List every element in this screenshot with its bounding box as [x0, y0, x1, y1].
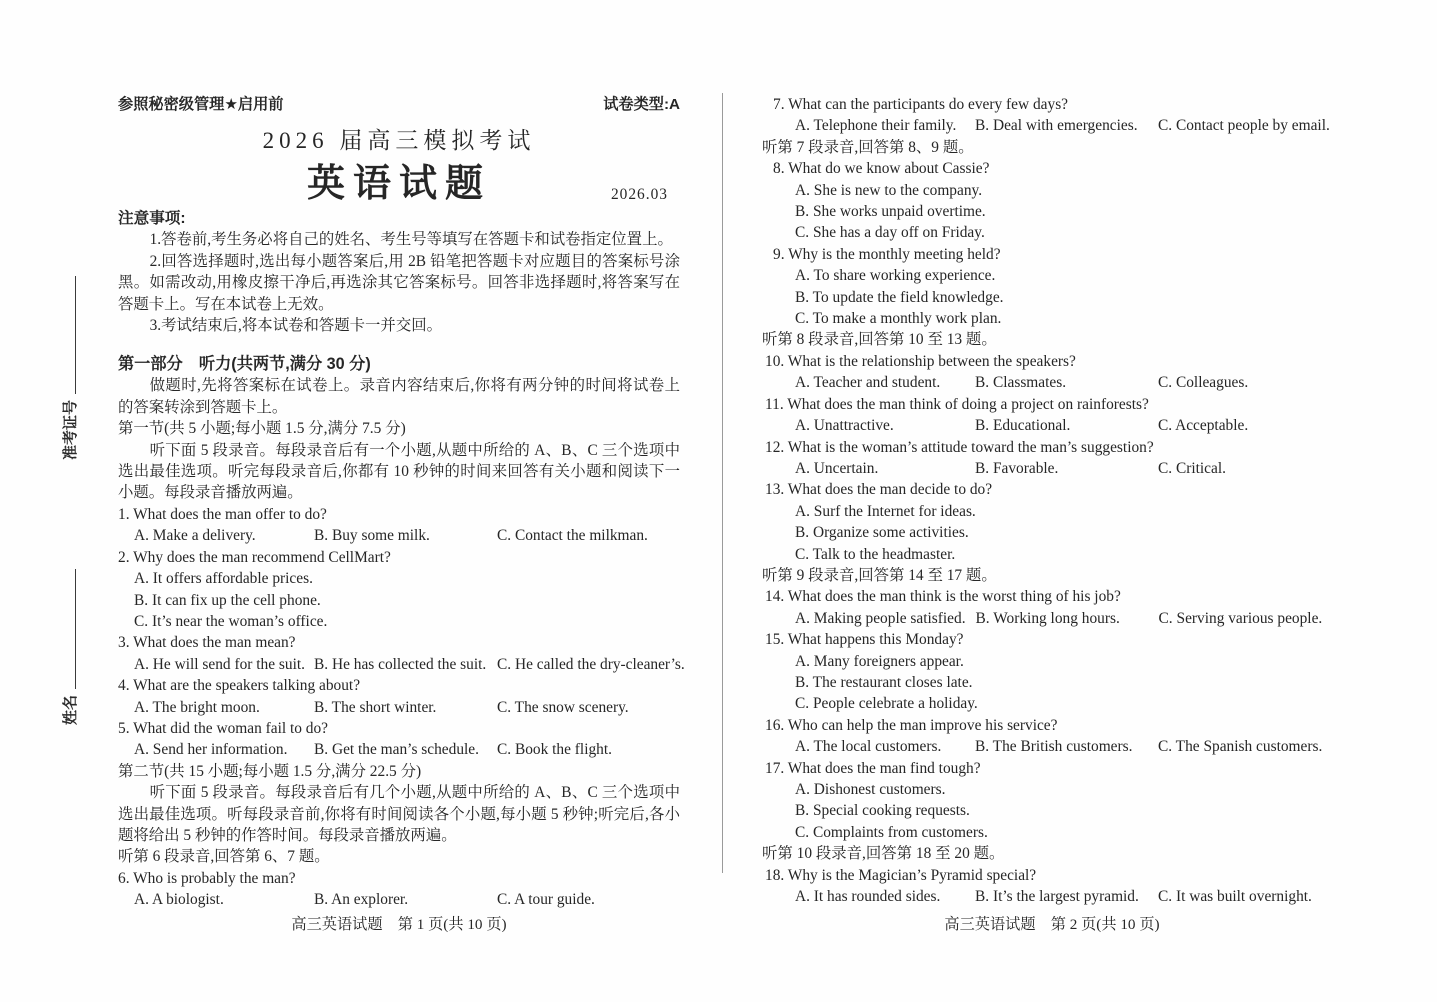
page2-footer: 高三英语试题 第 2 页(共 10 页) [944, 916, 1160, 933]
question-line: 14. What does the man think is the worst thing of his job? [765, 588, 1121, 606]
options-row [762, 115, 1342, 136]
option-line: B. Special cooking requests. [795, 802, 970, 820]
option-line: C. It’s near the woman’s office. [134, 612, 328, 630]
question-line: 7. What can the participants do every few days? [773, 96, 1069, 113]
option-cell: A. Uncertain. [795, 459, 879, 477]
question-line: 4. What are the speakers talking about? [118, 677, 361, 695]
page1-footer: 高三英语试题 第 1 页(共 10 页) [291, 916, 507, 933]
text-line: 听第 9 段录音,回答第 14 至 17 题。 [762, 566, 997, 584]
option-cell: C. The snow scenery. [497, 698, 629, 716]
options-row [118, 697, 680, 718]
option-line: C. Complaints from customers. [795, 823, 988, 841]
option-cell: C. Contact people by email. [1158, 117, 1330, 135]
option-line: A. To share working experience. [795, 267, 996, 285]
page-2 [762, 94, 1342, 1002]
option-cell: C. Contact the milkman. [497, 527, 648, 545]
option-line: B. It can fix up the cell phone. [134, 591, 321, 609]
options-row [762, 458, 1342, 479]
option-cell: B. Favorable. [975, 459, 1059, 477]
option-cell: A. Make a delivery. [134, 527, 256, 545]
text-line: 听第 6 段录音,回答第 6、7 题。 [118, 848, 330, 866]
option-cell: A. Send her information. [134, 741, 288, 759]
text-line: 第二节(共 15 小题;每小题 1.5 分,满分 22.5 分) [118, 762, 422, 780]
option-cell: A. Teacher and student. [795, 374, 941, 392]
question-line: 17. What does the man find tough? [765, 759, 981, 777]
question-line: 13. What does the man decide to do? [765, 481, 993, 499]
option-cell: A. It has rounded sides. [795, 888, 941, 906]
admission-number-line [75, 276, 76, 394]
question-line: 8. What do we know about Cassie? [773, 160, 990, 178]
option-cell: B. The short winter. [314, 698, 437, 716]
options-row [118, 889, 680, 910]
options-row [118, 739, 680, 760]
option-cell: C. It was built overnight. [1158, 888, 1312, 906]
page1-content-blocks [118, 353, 685, 910]
paper-type-label: 试卷类型:A [603, 96, 680, 113]
admission-number-field [56, 274, 80, 460]
notes-list [118, 229, 680, 336]
question-line: 9. Why is the monthly meeting held? [773, 245, 1001, 263]
options-row [762, 608, 1342, 629]
option-cell: A. Telephone their family. [795, 117, 957, 135]
option-cell: C. Colleagues. [1158, 374, 1249, 392]
option-line: C. She has a day off on Friday. [795, 224, 985, 242]
name-label: 姓名 [62, 694, 79, 725]
option-line: B. She works unpaid overtime. [795, 203, 986, 221]
option-cell: C. He called the dry-cleaner’s. [497, 655, 685, 673]
option-cell: C. The Spanish customers. [1158, 738, 1323, 756]
option-cell: B. Educational. [975, 417, 1071, 435]
option-cell: A. The bright moon. [134, 698, 260, 716]
page1-header-row [118, 94, 680, 116]
option-cell: A. He will send for the suit. [134, 655, 305, 673]
paragraph: 2.回答选择题时,选出每小题答案后,用 2B 铅笔把答题卡对应题目的答案标号涂黑。如需改动,用橡皮擦干净后,再选涂其它答案标号。回答非选择题时,将答案写在答题卡上。写在本试卷上无效。 [118, 252, 680, 313]
option-cell: A. The local customers. [795, 738, 942, 756]
admission-number-label: 准考证号 [62, 399, 79, 460]
name-field [56, 567, 80, 725]
options-row [118, 525, 680, 546]
question-line: 15. What happens this Monday? [765, 631, 964, 649]
option-line: A. Surf the Internet for ideas. [795, 502, 976, 520]
option-line: B. To update the field knowledge. [795, 288, 1004, 306]
page-1 [118, 94, 685, 1002]
question-line: 3. What does the man mean? [118, 634, 296, 652]
exam-session-title: 2026 届高三模拟考试 [262, 128, 536, 153]
option-cell: C. Acceptable. [1158, 417, 1249, 435]
notes-heading: 注意事项: [118, 210, 186, 227]
question-line: 6. Who is probably the man? [118, 869, 296, 887]
option-cell: B. Classmates. [975, 374, 1067, 392]
option-cell: C. A tour guide. [497, 891, 595, 909]
options-row [118, 654, 685, 675]
page-divider-rule [722, 93, 723, 873]
paragraph: 听下面 5 段录音。每段录音后有一个小题,从题中所给的 A、B、C 三个选项中选出最佳选项。听完每段录音后,你都有 10 秒钟的时间来回答有关小题和阅读下一小题。每段录音播放两遍。 [118, 441, 680, 502]
text-line: 听第 8 段录音,回答第 10 至 13 题。 [762, 331, 997, 349]
option-cell: B. Buy some milk. [314, 527, 430, 545]
options-row [762, 886, 1342, 907]
option-cell: B. He has collected the suit. [314, 655, 487, 673]
option-cell: B. Deal with emergencies. [975, 117, 1138, 135]
text-line: 听第 10 段录音,回答第 18 至 20 题。 [762, 845, 1005, 863]
option-cell: C. Critical. [1158, 459, 1226, 477]
question-line: 5. What did the woman fail to do? [118, 719, 329, 737]
name-line [75, 569, 76, 689]
options-row [762, 736, 1342, 757]
option-cell: B. It’s the largest pyramid. [975, 888, 1139, 906]
question-line: 1. What does the man offer to do? [118, 505, 327, 523]
question-line: 16. Who can help the man improve his service? [765, 716, 1058, 734]
option-line: A. Many foreigners appear. [795, 652, 964, 670]
option-line: A. She is new to the company. [795, 181, 983, 199]
question-line: 10. What is the relationship between the speakers? [765, 352, 1076, 370]
subject-title: 英语试题 [306, 163, 491, 205]
text-line: 第一节(共 5 小题;每小题 1.5 分,满分 7.5 分) [118, 420, 406, 438]
paragraph: 听下面 5 段录音。每段录音后有几个小题,从题中所给的 A、B、C 三个选项中选出最佳选项。听每段录音前,你将有时间阅读各个小题,每小题 5 秒钟;听完后,各小题将给出 5 秒钟的作答时间。每段录音播放两遍。 [118, 784, 680, 844]
option-cell: B. An explorer. [314, 891, 409, 909]
question-line: 12. What is the woman’s attitude toward the man’s suggestion? [765, 438, 1154, 456]
text-line: 听第 7 段录音,回答第 8、9 题。 [762, 138, 974, 156]
exam-date: 2026.03 [610, 186, 668, 203]
paragraph: 做题时,先将答案标在试卷上。录音内容结束后,你将有两分钟的时间将试卷上的答案转涂到答题卡上。 [118, 377, 680, 416]
option-cell: B. The British customers. [975, 738, 1133, 756]
option-cell: B. Get the man’s schedule. [314, 741, 479, 759]
paragraph: 3.考试结束后,将本试卷和答题卡一并交回。 [149, 317, 442, 335]
security-notice: 参照秘密级管理★启用前 [118, 96, 284, 113]
section-heading: 第一部分 听力(共两节,满分 30 分) [118, 355, 371, 374]
paragraph: 1.答卷前,考生务必将自己的姓名、考生号等填写在答题卡和试卷指定位置上。 [149, 231, 673, 249]
option-line: A. Dishonest customers. [795, 781, 946, 798]
option-line: A. It offers affordable prices. [134, 570, 313, 588]
option-line: C. To make a monthly work plan. [795, 310, 1002, 328]
option-line: C. People celebrate a holiday. [795, 695, 978, 713]
question-line: 18. Why is the Magician’s Pyramid special? [765, 866, 1037, 884]
options-row [762, 372, 1342, 393]
subject-title-row [118, 160, 680, 208]
option-cell: C. Book the flight. [497, 741, 613, 759]
question-line: 2. Why does the man recommend CellMart? [118, 548, 391, 566]
option-cell: A. Unattractive. [795, 417, 894, 435]
option-cell: C. Serving various people. [1158, 609, 1323, 627]
option-cell: A. A biologist. [134, 891, 224, 909]
option-line: C. Talk to the headmaster. [795, 545, 956, 563]
option-cell: A. Making people satisfied. [795, 609, 966, 627]
question-line: 11. What does the man think of doing a project on rainforests? [765, 395, 1149, 413]
options-row [762, 415, 1342, 436]
page2-content-blocks [762, 94, 1342, 907]
option-cell: B. Working long hours. [975, 609, 1120, 627]
option-line: B. The restaurant closes late. [795, 673, 973, 691]
option-line: B. Organize some activities. [795, 524, 969, 542]
